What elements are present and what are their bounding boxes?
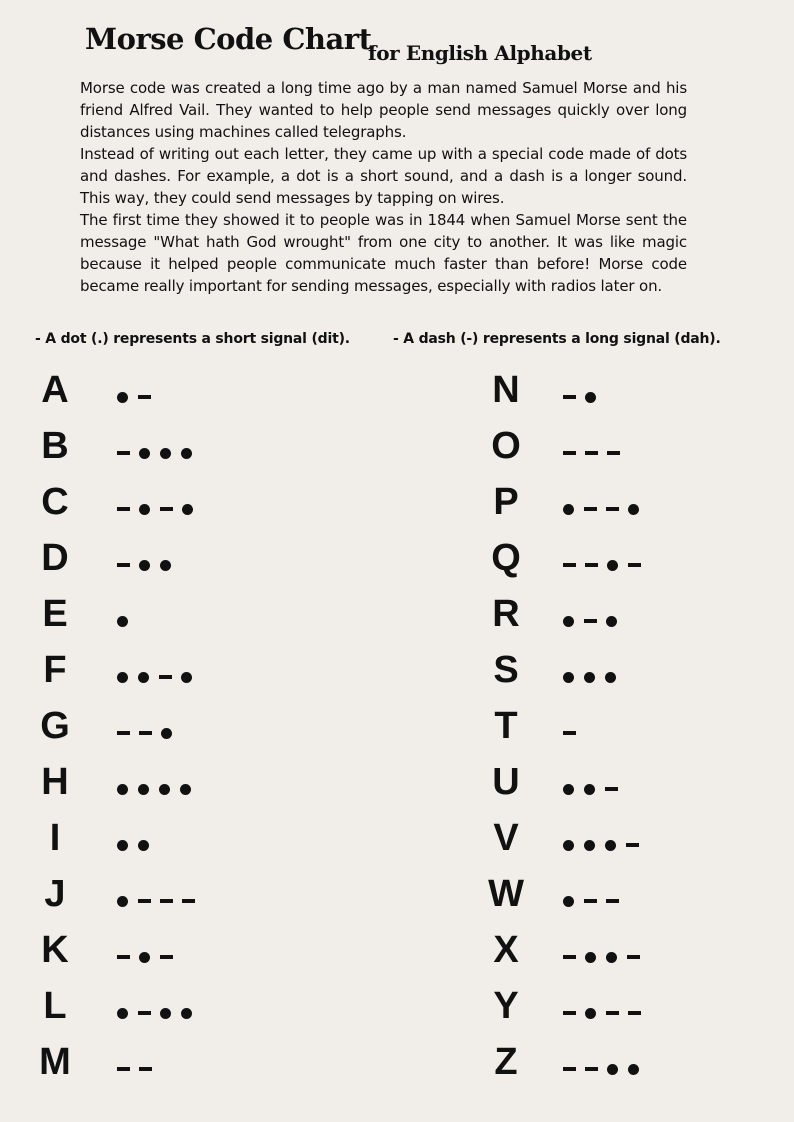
dot-symbol (563, 840, 574, 851)
morse-letter: C (41, 481, 69, 523)
legend-dash: - A dash (-) represents a long signal (dah). (393, 331, 721, 347)
dot-symbol (606, 616, 617, 627)
morse-letter: R (492, 593, 520, 635)
dash-symbol (626, 843, 639, 847)
morse-letter: K (41, 929, 69, 971)
morse-code-sequence (563, 558, 650, 572)
dot-symbol (563, 896, 574, 907)
dot-symbol (607, 1064, 618, 1075)
dot-symbol (584, 840, 595, 851)
dot-symbol (628, 1064, 639, 1075)
dash-symbol (627, 955, 640, 959)
morse-letter: N (492, 369, 520, 411)
morse-letter: F (43, 649, 67, 691)
intro-paragraph-code: Instead of writing out each letter, they came up with a special code made of dots and dashes. For example, a dot is a short sound, and a dash is a longer sound. This way, they could send messages by tapping on wires. (80, 145, 687, 207)
dash-symbol (584, 899, 597, 903)
morse-letter: Y (493, 985, 519, 1027)
dash-symbol (628, 1011, 641, 1015)
dash-symbol (563, 395, 576, 399)
dot-symbol (585, 952, 596, 963)
morse-row-n (0, 368, 794, 424)
intro-text (80, 77, 687, 297)
morse-letter: U (492, 761, 520, 803)
intro-paragraph-history: Morse code was created a long time ago by a man named Samuel Morse and his friend Alfred Vail. They wanted to help people send messages quickly over long distances using machines called telegraphs. (80, 79, 687, 141)
dot-symbol (585, 1008, 596, 1019)
dot-symbol (628, 504, 639, 515)
morse-letter: H (41, 761, 69, 803)
morse-letter: D (41, 537, 69, 579)
morse-letter: A (41, 369, 69, 411)
morse-code-sequence (563, 614, 627, 628)
morse-letter: J (44, 873, 66, 915)
morse-code-sequence (563, 1062, 649, 1076)
page-title: Morse Code Chart (85, 22, 372, 56)
legend-dot: - A dot (.) represents a short signal (dit). (35, 331, 350, 347)
dash-symbol (585, 1067, 598, 1071)
morse-row-y (0, 984, 794, 1040)
morse-code-sequence (563, 894, 628, 908)
dash-symbol (563, 955, 576, 959)
morse-row-x (0, 928, 794, 984)
morse-letter: M (39, 1041, 71, 1083)
dash-symbol (606, 507, 619, 511)
morse-code-sequence (563, 950, 649, 964)
morse-code-sequence (563, 502, 649, 516)
morse-code-sequence (563, 390, 606, 404)
dash-symbol (584, 507, 597, 511)
dash-symbol (563, 731, 576, 735)
morse-letter: X (493, 929, 519, 971)
morse-row-z (0, 1040, 794, 1096)
dot-symbol (607, 560, 618, 571)
dot-symbol (605, 840, 616, 851)
morse-row-o (0, 424, 794, 480)
morse-letter: B (41, 425, 69, 467)
morse-letter: W (488, 873, 524, 915)
dot-symbol (585, 392, 596, 403)
dash-symbol (605, 787, 618, 791)
morse-code-sequence (563, 726, 585, 740)
dot-symbol (584, 672, 595, 683)
morse-letter: G (40, 705, 70, 747)
dash-symbol (607, 451, 620, 455)
morse-letter: I (49, 817, 61, 859)
morse-row-r (0, 592, 794, 648)
dash-symbol (563, 1011, 576, 1015)
dot-symbol (563, 616, 574, 627)
dot-symbol (563, 672, 574, 683)
dash-symbol (606, 899, 619, 903)
morse-letter: L (43, 985, 67, 1027)
morse-row-s (0, 648, 794, 704)
morse-row-p (0, 480, 794, 536)
morse-row-w (0, 872, 794, 928)
morse-row-t (0, 704, 794, 760)
intro-paragraph-first-use: The first time they showed it to people was in 1844 when Samuel Morse sent the message "What hath God wrought" from one city to another. It was like magic because it helped people communicate much faster than before! Morse code became really important for sending messages, especially with radios later on. (80, 211, 687, 295)
page-subtitle: for English Alphabet (368, 41, 592, 65)
morse-code-sequence (563, 446, 629, 460)
morse-letter: Q (491, 537, 521, 579)
morse-row-q (0, 536, 794, 592)
morse-letter: T (494, 705, 518, 747)
dot-symbol (605, 672, 616, 683)
dash-symbol (563, 563, 576, 567)
morse-letter: V (493, 817, 519, 859)
dash-symbol (584, 619, 597, 623)
dot-symbol (584, 784, 595, 795)
morse-code-sequence (563, 1006, 650, 1020)
morse-letter: O (491, 425, 521, 467)
dot-symbol (563, 784, 574, 795)
dot-symbol (563, 504, 574, 515)
morse-code-sequence (563, 838, 648, 852)
dash-symbol (585, 563, 598, 567)
morse-letter: E (42, 593, 68, 635)
morse-row-u (0, 760, 794, 816)
morse-code-sequence (563, 782, 627, 796)
dot-symbol (606, 952, 617, 963)
morse-row-v (0, 816, 794, 872)
morse-code-sequence (563, 670, 626, 684)
morse-letter: Z (494, 1041, 518, 1083)
morse-letter: P (493, 481, 519, 523)
dash-symbol (628, 563, 641, 567)
dash-symbol (563, 451, 576, 455)
morse-letter: S (493, 649, 519, 691)
dash-symbol (563, 1067, 576, 1071)
dash-symbol (606, 1011, 619, 1015)
dash-symbol (585, 451, 598, 455)
